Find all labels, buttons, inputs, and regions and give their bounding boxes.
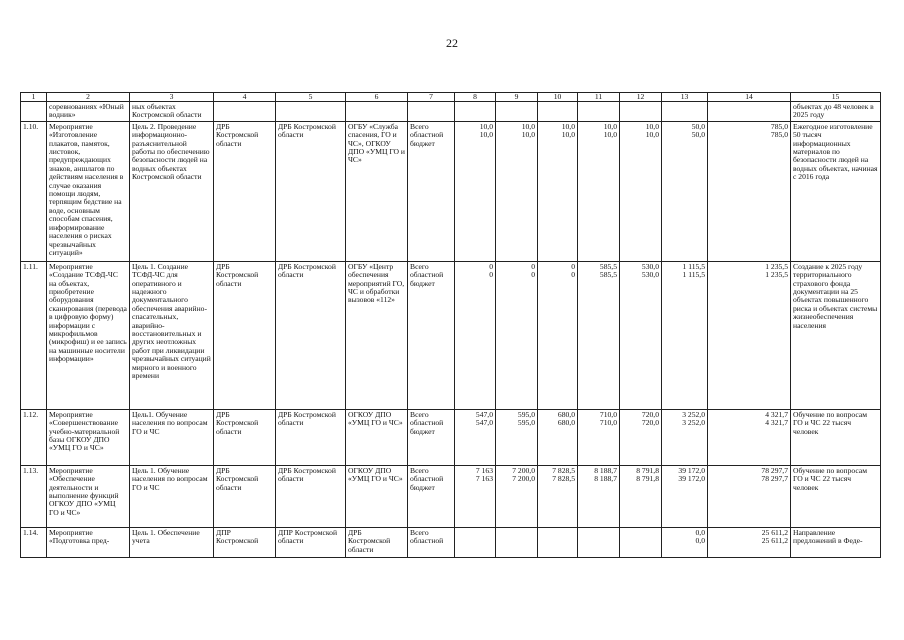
funding-total-value: 78 297,7 <box>761 465 788 475</box>
funding-regional-value: 7 828,5 <box>552 474 575 484</box>
column-number: 13 <box>662 93 708 102</box>
measure-name: Мероприятие «Создание ТСФД-ЧС на объектах, приобретение оборудования сканирования (перевода в цифровую форму) информации с микрофильмов (микрофиш) и ее запись на машинные носители информации» <box>47 261 130 409</box>
funding-regional-value: 10,0 <box>561 130 575 140</box>
column-number-row <box>21 93 881 102</box>
measure-goal: Цель 2. Проведение информационно-разъяснительной работы по обеспечению безопасности людей на водных объектах Костромской области <box>130 121 214 261</box>
continued-goal: ных объектах Костромской области <box>130 102 214 122</box>
coexecutor: ДПР Костромской области <box>276 527 346 557</box>
column-number: 1 <box>21 93 47 102</box>
measure-name: Мероприятие «Обеспечение деятельности и выполнение функций ОГКОУ ДПО «УМЦ ГО и ЧС» <box>47 465 130 527</box>
funding-total-value: 785,0 <box>770 121 788 131</box>
column-number: 3 <box>130 93 214 102</box>
funding-regional-value: 595,0 <box>517 418 535 428</box>
funding-value <box>538 465 578 527</box>
funding-total-value: 0 <box>531 261 535 271</box>
empty-cell <box>708 102 791 122</box>
funding-total-value: 10,0 <box>521 121 535 131</box>
empty-cell <box>455 102 496 122</box>
participant: ОГКОУ ДПО «УМЦ ГО и ЧС» <box>346 409 408 465</box>
empty-cell <box>496 102 538 122</box>
funding-total-value: 720,0 <box>641 409 659 419</box>
funding-value <box>620 121 662 261</box>
measure-goal: Цель 1. Создание ТСФД-ЧС для оперативного и надежного документального обеспечения аварийно-спасательных, аварийно-восстановительных и других неотложных работ при ликвидации чрезвычайных ситуаций мирного и военного времени <box>130 261 214 409</box>
funding-regional-value: 8 791,8 <box>636 474 659 484</box>
funding-total-value: 25 611,2 <box>761 527 788 537</box>
funding-total-value: 547,0 <box>475 409 493 419</box>
funding-value <box>455 527 496 557</box>
funding-value <box>455 465 496 527</box>
participant: ДРБ Костромской области <box>346 527 408 557</box>
funding-value <box>496 409 538 465</box>
table-row <box>21 465 881 527</box>
empty-cell <box>620 102 662 122</box>
funding-regional-value: 0,0 <box>695 536 705 546</box>
funding-total-value: 3 252,0 <box>682 409 705 419</box>
row-number: 1.10. <box>21 121 47 261</box>
funding-source <box>408 261 455 409</box>
funding-source-total: Всего <box>410 121 429 131</box>
funding-total-value: 8 188,7 <box>594 465 617 475</box>
row-number: 1.13. <box>21 465 47 527</box>
column-number: 11 <box>578 93 620 102</box>
funding-regional-value: 78 297,7 <box>761 474 788 484</box>
measure-name: Мероприятие «Подготовка пред- <box>47 527 130 557</box>
funding-value <box>662 121 708 261</box>
row-number: 1.14. <box>21 527 47 557</box>
table-row <box>21 409 881 465</box>
funding-value <box>578 527 620 557</box>
expected-result: Создание к 2025 году территориального страхового фонда документации на 25 объектах повышенного риска и объектах системы жизнеобеспечения населения <box>791 261 881 409</box>
funding-source-total: Всего <box>410 409 429 419</box>
empty-cell <box>214 102 276 122</box>
funding-regional-value: 8 188,7 <box>594 474 617 484</box>
column-number: 7 <box>408 93 455 102</box>
coexecutor: ДРБ Костромской области <box>276 121 346 261</box>
measure-name: Мероприятие «Изготовление плакатов, памяток, листовок, предупреждающих знаков, аншлагов по действиям населения в случае оказания помощи людям, терпящим бедствие на воде, основным способам спасения, информирование населения о рисках чрезвычайных ситуаций» <box>47 121 130 261</box>
funding-total-value: 10,0 <box>561 121 575 131</box>
funding-value <box>708 121 791 261</box>
funding-value <box>496 261 538 409</box>
funding-value <box>708 527 791 557</box>
empty-cell <box>276 102 346 122</box>
funding-regional-value: 0 <box>531 270 535 280</box>
coexecutor: ДРБ Костромской области <box>276 465 346 527</box>
funding-total-value: 4 321,7 <box>765 409 788 419</box>
funding-regional-value: 710,0 <box>599 418 617 428</box>
column-number: 8 <box>455 93 496 102</box>
funding-source-total: Всего <box>410 261 429 271</box>
funding-total-value: 530,0 <box>641 261 659 271</box>
page-number: 22 <box>446 36 458 50</box>
participant: ОГБУ «Служба спасения, ГО и ЧС», ОГКОУ ДПО «УМЦ ГО и ЧС» <box>346 121 408 261</box>
table-row <box>21 121 881 261</box>
funding-value <box>578 261 620 409</box>
funding-regional-value: 3 252,0 <box>682 418 705 428</box>
funding-total-value: 0 <box>571 261 575 271</box>
funding-regional-value: 0 <box>571 270 575 280</box>
funding-total-value: 585,5 <box>599 261 617 271</box>
funding-value <box>620 465 662 527</box>
funding-value <box>708 465 791 527</box>
funding-source <box>408 527 455 557</box>
responsible-executor: ДПР Костромской <box>214 527 276 557</box>
empty-cell <box>346 102 408 122</box>
program-measures-table <box>20 92 881 558</box>
funding-value <box>538 121 578 261</box>
continued-measure-name: соревнованиях «Юный водник» <box>47 102 130 122</box>
funding-regional-value: 50,0 <box>691 130 705 140</box>
continued-result: объектах до 48 человек в 2025 году <box>791 102 881 122</box>
empty-cell <box>662 102 708 122</box>
measure-goal: Цель1. Обучение населения по вопросам ГО и ЧС <box>130 409 214 465</box>
empty-cell <box>578 102 620 122</box>
funding-value <box>455 261 496 409</box>
funding-source-total: Всего <box>410 527 429 537</box>
funding-total-value: 1 235,5 <box>765 261 788 271</box>
funding-total-value: 10,0 <box>645 121 659 131</box>
funding-regional-value: 680,0 <box>557 418 575 428</box>
funding-regional-value: 39 172,0 <box>678 474 705 484</box>
funding-value <box>708 261 791 409</box>
funding-value <box>455 409 496 465</box>
funding-total-value: 680,0 <box>557 409 575 419</box>
funding-source-regional: областной бюджет <box>410 270 444 288</box>
measure-name: Мероприятие «Совершенствование учебно-материальной базы ОГКОУ ДПО «УМЦ ГО и ЧС» <box>47 409 130 465</box>
coexecutor: ДРБ Костромской области <box>276 409 346 465</box>
funding-total-value: 7 828,5 <box>552 465 575 475</box>
funding-source <box>408 121 455 261</box>
responsible-executor: ДРБ Костромской области <box>214 121 276 261</box>
funding-source-regional: областной бюджет <box>410 474 444 492</box>
funding-total-value: 1 115,5 <box>682 261 705 271</box>
funding-regional-value: 0 <box>489 270 493 280</box>
participant: ОГКОУ ДПО «УМЦ ГО и ЧС» <box>346 465 408 527</box>
funding-total-value: 0,0 <box>695 527 705 537</box>
column-number: 4 <box>214 93 276 102</box>
row-number: 1.11. <box>21 261 47 409</box>
empty-cell <box>21 102 47 122</box>
funding-regional-value: 10,0 <box>521 130 535 140</box>
funding-value <box>538 261 578 409</box>
continuation-row <box>21 102 881 122</box>
funding-regional-value: 10,0 <box>603 130 617 140</box>
responsible-executor: ДРБ Костромской области <box>214 409 276 465</box>
funding-regional-value: 25 611,2 <box>761 536 788 546</box>
funding-value <box>496 121 538 261</box>
funding-value <box>662 409 708 465</box>
funding-value <box>496 527 538 557</box>
measure-goal: Цель 1. Обеспечение учета <box>130 527 214 557</box>
funding-source-regional: областной бюджет <box>410 418 444 436</box>
table-row <box>21 261 881 409</box>
funding-value <box>620 261 662 409</box>
column-number: 6 <box>346 93 408 102</box>
funding-regional-value: 1 235,5 <box>765 270 788 280</box>
responsible-executor: ДРБ Костромской области <box>214 261 276 409</box>
table-row <box>21 527 881 557</box>
funding-total-value: 595,0 <box>517 409 535 419</box>
funding-regional-value: 585,5 <box>599 270 617 280</box>
funding-value <box>455 121 496 261</box>
empty-cell <box>408 102 455 122</box>
funding-value <box>662 261 708 409</box>
funding-total-value: 10,0 <box>479 121 493 131</box>
funding-total-value: 7 163 <box>475 465 493 475</box>
expected-result: Обучение по вопросам ГО и ЧС 22 тысяч человек <box>791 409 881 465</box>
funding-value <box>578 409 620 465</box>
funding-regional-value: 7 200,0 <box>512 474 535 484</box>
funding-regional-value: 785,0 <box>770 130 788 140</box>
funding-value <box>538 527 578 557</box>
funding-value <box>496 465 538 527</box>
funding-regional-value: 720,0 <box>641 418 659 428</box>
column-number: 9 <box>496 93 538 102</box>
funding-source-total: Всего <box>410 465 429 475</box>
empty-cell <box>538 102 578 122</box>
funding-total-value: 39 172,0 <box>678 465 705 475</box>
column-number: 10 <box>538 93 578 102</box>
row-number: 1.12. <box>21 409 47 465</box>
funding-total-value: 10,0 <box>603 121 617 131</box>
column-number: 2 <box>47 93 130 102</box>
funding-total-value: 0 <box>489 261 493 271</box>
funding-regional-value: 530,0 <box>641 270 659 280</box>
funding-value <box>538 409 578 465</box>
expected-result: Обучение по вопросам ГО и ЧС 22 тысяч человек <box>791 465 881 527</box>
funding-source <box>408 465 455 527</box>
responsible-executor: ДРБ Костромской области <box>214 465 276 527</box>
funding-total-value: 50,0 <box>691 121 705 131</box>
measure-goal: Цель 1. Обучение населения по вопросам ГО и ЧС <box>130 465 214 527</box>
funding-value <box>620 527 662 557</box>
funding-value <box>620 409 662 465</box>
funding-value <box>708 409 791 465</box>
funding-value <box>578 121 620 261</box>
funding-value <box>662 465 708 527</box>
column-number: 15 <box>791 93 881 102</box>
funding-regional-value: 10,0 <box>479 130 493 140</box>
expected-result: Направление предложений в Феде- <box>791 527 881 557</box>
funding-total-value: 8 791,8 <box>636 465 659 475</box>
coexecutor: ДРБ Костромской области <box>276 261 346 409</box>
funding-source <box>408 409 455 465</box>
funding-value <box>662 527 708 557</box>
funding-value <box>578 465 620 527</box>
column-number: 5 <box>276 93 346 102</box>
column-number: 12 <box>620 93 662 102</box>
funding-regional-value: 4 321,7 <box>765 418 788 428</box>
funding-regional-value: 547,0 <box>475 418 493 428</box>
funding-source-regional: областной бюджет <box>410 130 444 148</box>
funding-regional-value: 7 163 <box>475 474 493 484</box>
participant: ОГБУ «Центр обеспечения мероприятий ГО, ЧС и обработки вызовов «112» <box>346 261 408 409</box>
funding-regional-value: 1 115,5 <box>682 270 705 280</box>
funding-total-value: 710,0 <box>599 409 617 419</box>
column-number: 14 <box>708 93 791 102</box>
funding-regional-value: 10,0 <box>645 130 659 140</box>
expected-result: Ежегодное изготовление 50 тысяч информационных материалов по безопасности людей на водных объектах, начиная с 2016 года <box>791 121 881 261</box>
funding-source-regional: областной <box>410 536 444 546</box>
funding-total-value: 7 200,0 <box>512 465 535 475</box>
